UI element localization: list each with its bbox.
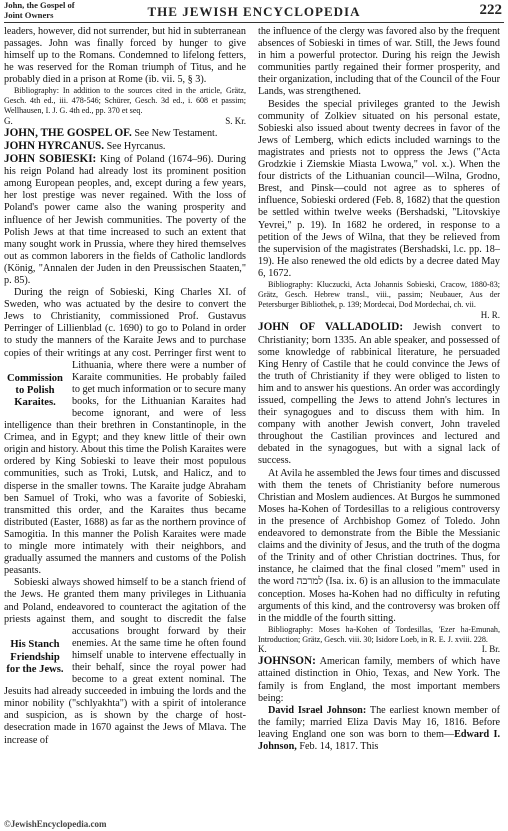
bibliography: Bibliography: In addition to the sources cited in the article, Grätz, Gesch. 4th ed., iii. 478-546; Schürer, Gesch. 3d ed., i. 608 et passim; Wellhausen, I. J. G. 4th ed., pp. 370 et seq. (4, 86, 246, 116)
side-heading-friendship: His Stanch Friendship for the Jews. (6, 639, 64, 675)
bibliography: Bibliography: Kluczucki, Acta Johannis Sobieski, Cracow, 1880-83; Grätz, Gesch. Hebrew transl., viii., passim; Neubauer, Aus der Petersburger Bibliothek, p. 139; Mordecai, Dod Mordechai, ch. vii. (258, 279, 500, 309)
entry-headword: JOHNSON: (258, 655, 316, 668)
entry-text: See Hyrcanus. (104, 140, 166, 152)
entry-text: King of Poland (1674–96). During his reign Poland had already lost its prominent position among European peoples, and, except during a few years, her lost prestige was never regained. With the loss of Poland's power came also the waning prosperity and influence of her Jewish communities. The poverty of the Polish Jews at that time increased to such an extent that many sought work in Prussia, where they hired themselves out as common laborers in the fields of Catholic landlords (König, "Annalen der Juden in den Preussischen Staaten," p. 85). (4, 154, 246, 286)
entry-hyrcanus (4, 140, 246, 153)
subentry-headword: Edward I. Johnson, (258, 728, 500, 753)
copyright-footer: ©JewishEncyclopedia.com (4, 819, 107, 829)
entry-headword: JOHN, THE GOSPEL OF. (4, 126, 132, 139)
paragraph: Sobieski always showed himself to be a stanch friend of the Jews. He granted them many privileges in Lithuania and Poland, endeavored to counteract the agitation of the priests against them, and sought to discredit the false accusations brought forward by their enemies. At the same time he often found himself unable to intervene effectually in their behalf, since the royal power had become to a great extent nominal. The Jesuits had already succeeded in imbuing the lords and the minor nobility ("schlyakhta") with a spirit of intolerance and suspicion, as is shown by the charge of host-desecration made in 1670 against the Jews of Mlava. The increase of (4, 577, 246, 746)
running-head-line1: John, the Gospel of (4, 0, 75, 10)
page-header (0, 0, 508, 22)
entry-gospel (4, 127, 246, 140)
signature-author: I. Br. (481, 644, 500, 655)
entry-headword: JOHN SOBIESKI: (4, 153, 97, 166)
page-title: THE JEWISH ENCYCLOPEDIA (147, 4, 361, 19)
entry-headword: JOHN HYRCANUS. (4, 139, 105, 152)
subentry-headword: David Israel Johnson: (268, 704, 367, 716)
entry-text: See New Testament. (131, 127, 218, 139)
paragraph: leaders, however, did not surrender, but hid in subterranean passages. John was finally forced by hunger to give himself up to the Romans. Condemned to lifelong fetters, he was reserved for the Roman triumph of Titus, and he probably died in a prison at Rome (ib. vii. 5, § 3). (4, 26, 246, 86)
running-head-line2: Joint Owners (4, 9, 54, 20)
signature-row (4, 116, 246, 127)
entry-text: Jewish convert to Christianity; born 1335. An able speaker, and possessed of some knowledge of rabbinical literature, he persuaded King Henry of Castile that he could convince the Jews of the truth of Christianity if they were obliged to listen to him and to answer his questions. An order was accordingly issued, compelling the Jews to attend John's lectures in their synagogues and to discuss them with him. In company with another Jewish convert, John traveled throughout the Castilian provinces and lectured and debated in the synagogues, but with a signal lack of success. (258, 322, 500, 467)
signature-initial: G. (4, 115, 13, 126)
paragraph-with-sidenote (4, 287, 246, 577)
left-column (4, 26, 246, 747)
entry-headword: JOHN OF VALLADOLID: (258, 321, 404, 334)
paragraph: At Avila he assembled the Jews four times and discussed with them the tenets of Christianity before numerous Christian and Moslem audiences. At Burgos he summoned Moses ha-Kohen of Tordesillas to a religious controversy in the presence of Archbishop Gomez of Toledo. John endeavored to demonstrate from the Bible the Messianic claims and the divinity of Jesus, and the truth of the dogma of the Trinity and of other Christian doctrines. Thus, for instance, he claimed that the final closed "mem" used in the word למרבה (Isa. ix. 6) is an allusion to the immaculate conception. Moses ha-Kohen had no difficulty in refuting arguments of this kind, and the controversy was broken off in the middle of the fourth sitting. (258, 467, 500, 624)
entry-text: American family, members of which have attained distinction in Ohio, Texas, and New York. The family is from England, the most important members being: (258, 656, 500, 704)
signature-author: S. Kr. (225, 115, 246, 126)
header-rule (4, 22, 504, 23)
subentry-text: The earliest known member of the family; married Eliza Davis May 16, 1816. Before leaving England one son was born to them— (258, 704, 500, 740)
signature-row (258, 644, 500, 655)
subentry-david (258, 705, 500, 753)
subentry-text: Feb. 14, 1817. This (296, 741, 379, 753)
right-column (258, 26, 500, 753)
paragraph: Besides the special privileges granted to the Jewish community of Zolkiev situated on his personal estate, Sobieski also issued about twenty decrees in favor of the Jews of Lemberg, which edicts included warnings to the magistrates and priests not to oppress the Jews ("Acta Grodzkie i Ziemskie Miasta Lwowa," vol. x.). When the four districts of the Lithuanian council—Wilna, Grodno, Brest, and Pinsk—could not agree as to spheres of influence, Sobieski ordered (Feb. 8, 1682) that the question be settled within twelve weeks (Bershadski, "Litovskiye Yevrei," p. 19). In 1682 he ordered, in response to a petition of the Jews of Wilna, that they be relieved from the supervision of the magistrates (Bershadski, l.c. pp. 18–19). He also renewed the old edicts by a decree dated May 6, 1672. (258, 98, 500, 279)
entry-valladolid (258, 321, 500, 467)
signature-author: H. R. (480, 310, 500, 321)
page-number: 222 (479, 2, 502, 18)
side-heading-commission: Commission to Polish Karaites. (7, 373, 63, 409)
paragraph: the influence of the clergy was favored also by the frequent absences of Sobieski in times of war. Still, the Jews found in him a powerful protector. During his reign the Jewish communities partly regained their former prosperity, and their organization, including that of the Council of the Four Lands, was strengthened. (258, 26, 500, 98)
entry-johnson (258, 655, 500, 704)
entry-sobieski (4, 153, 246, 287)
paragraph-with-sidenote (4, 577, 246, 746)
signature-initial: K. (258, 644, 267, 655)
paragraph: During the reign of Sobieski, King Charles XI. of Sweden, who was actuated by the desire to convert the Jews to Christianity, commissioned Prof. Gustavus Perringer of Lillienblad (c. 1690) to go to Poland in order to study the manners of the Karaite Jews and to purchase copies of their writings at any cost. Perringer first went to Lithuania, where there were a number of Karaite communities. He probably failed to get much information or to secure many books, for the Lithuanian Karaites had become ignorant, and were of less intelligence than their brethren in Constantinople, in the Crimea, and in Egypt; and they knew little of their own origin and history. About this time the Polish Karaites were ordered by King Sobieski to leave their most populous communities, such as Troki, Lutsk, and Halicz, and to disperse in the smaller towns. The Karaite judge Abraham ben Samuel of Troki, who was a favorite of Sobieski, transmitted this order, and the Karaites thus became distributed (Easter, 1688) as far as the northern province of Samogitia. In this manner the Polish Karaites were made to mingle more intimately with their neighbors, and gradually assumed the manners and customs of the Polish peasants. (4, 287, 246, 577)
bibliography: Bibliography: Moses ha-Kohen of Tordesillas, 'Ezer ha-Emunah, Introduction; Grätz, Gesch. viii. 30; Isidore Loeb, in R. E. J. xviii. 228. (258, 624, 500, 644)
